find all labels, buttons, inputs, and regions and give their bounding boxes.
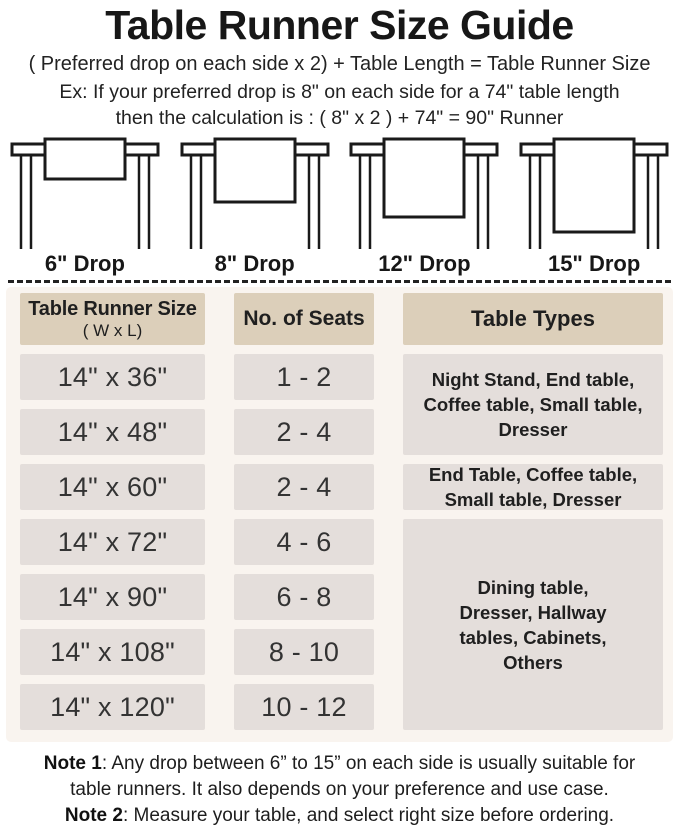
table-types-group-small: Night Stand, End table, Coffee table, Small table, Dresser <box>403 354 663 455</box>
size-value: 14" x 72" <box>20 519 205 565</box>
seats-value: 2 - 4 <box>234 409 374 455</box>
table-runner-drawing <box>2 137 168 249</box>
example-line-2: then the calculation is : ( 8" x 2 ) + 74" = 90" Runner <box>115 107 564 129</box>
note-1-label: Note 1 <box>43 753 102 774</box>
table-types-group-medium: End Table, Coffee table, Small table, Dresser <box>403 464 663 510</box>
column-header-size <box>20 293 205 345</box>
size-value: 14" x 60" <box>20 464 205 510</box>
page-title: Table Runner Size Guide <box>105 2 574 48</box>
note-1 <box>0 751 679 803</box>
drop-label: 8" Drop <box>214 251 295 276</box>
runner <box>554 139 634 232</box>
drop-label: 15" Drop <box>547 251 641 276</box>
note-2-label: Note 2 <box>64 805 123 826</box>
seats-value: 6 - 8 <box>234 574 374 620</box>
column-header-size-title: Table Runner Size <box>28 298 197 320</box>
table-runner-drawing <box>511 137 677 249</box>
table-runner-drawing <box>341 137 507 249</box>
seats-value: 4 - 6 <box>234 519 374 565</box>
notes-section <box>0 751 679 826</box>
seats-value: 2 - 4 <box>234 464 374 510</box>
size-guide-panel <box>6 287 673 742</box>
runner <box>384 139 464 217</box>
drop-label: 6" Drop <box>44 251 125 276</box>
drop-illustrations-row <box>0 137 679 278</box>
column-header-types: Table Types <box>403 293 663 345</box>
note-2 <box>0 803 679 826</box>
note-2-text: : Measure your table, and select right size before ordering. <box>122 805 615 826</box>
seats-value: 1 - 2 <box>234 354 374 400</box>
drop-illustration-8in <box>170 137 340 278</box>
runner <box>215 139 295 202</box>
seats-value: 8 - 10 <box>234 629 374 675</box>
size-value: 14" x 90" <box>20 574 205 620</box>
size-guide-table <box>20 293 673 730</box>
drop-illustration-12in <box>340 137 510 278</box>
dashed-divider <box>8 280 671 283</box>
size-value: 14" x 120" <box>20 684 205 730</box>
drop-illustration-15in <box>509 137 679 278</box>
table-runner-drawing <box>172 137 338 249</box>
column-header-size-sub: ( W x L) <box>82 321 143 340</box>
column-header-seats: No. of Seats <box>234 293 374 345</box>
drop-illustration-6in <box>0 137 170 278</box>
example-line-1: Ex: If your preferred drop is 8" on each side for a 74" table length <box>59 81 620 103</box>
table-types-group-large: Dining table, Dresser, Hallway tables, Cabinets, Others <box>403 519 663 730</box>
runner <box>45 139 125 179</box>
formula-text: ( Preferred drop on each side x 2) + Table Length = Table Runner Size <box>28 53 651 75</box>
note-1-text-line1: : Any drop between 6” to 15” on each side is usually suitable for <box>101 753 636 774</box>
note-1-text-line2: table runners. It also depends on your preference and use case. <box>70 779 609 800</box>
size-value: 14" x 36" <box>20 354 205 400</box>
drop-label: 12" Drop <box>378 251 471 276</box>
size-value: 14" x 108" <box>20 629 205 675</box>
size-value: 14" x 48" <box>20 409 205 455</box>
seats-value: 10 - 12 <box>234 684 374 730</box>
